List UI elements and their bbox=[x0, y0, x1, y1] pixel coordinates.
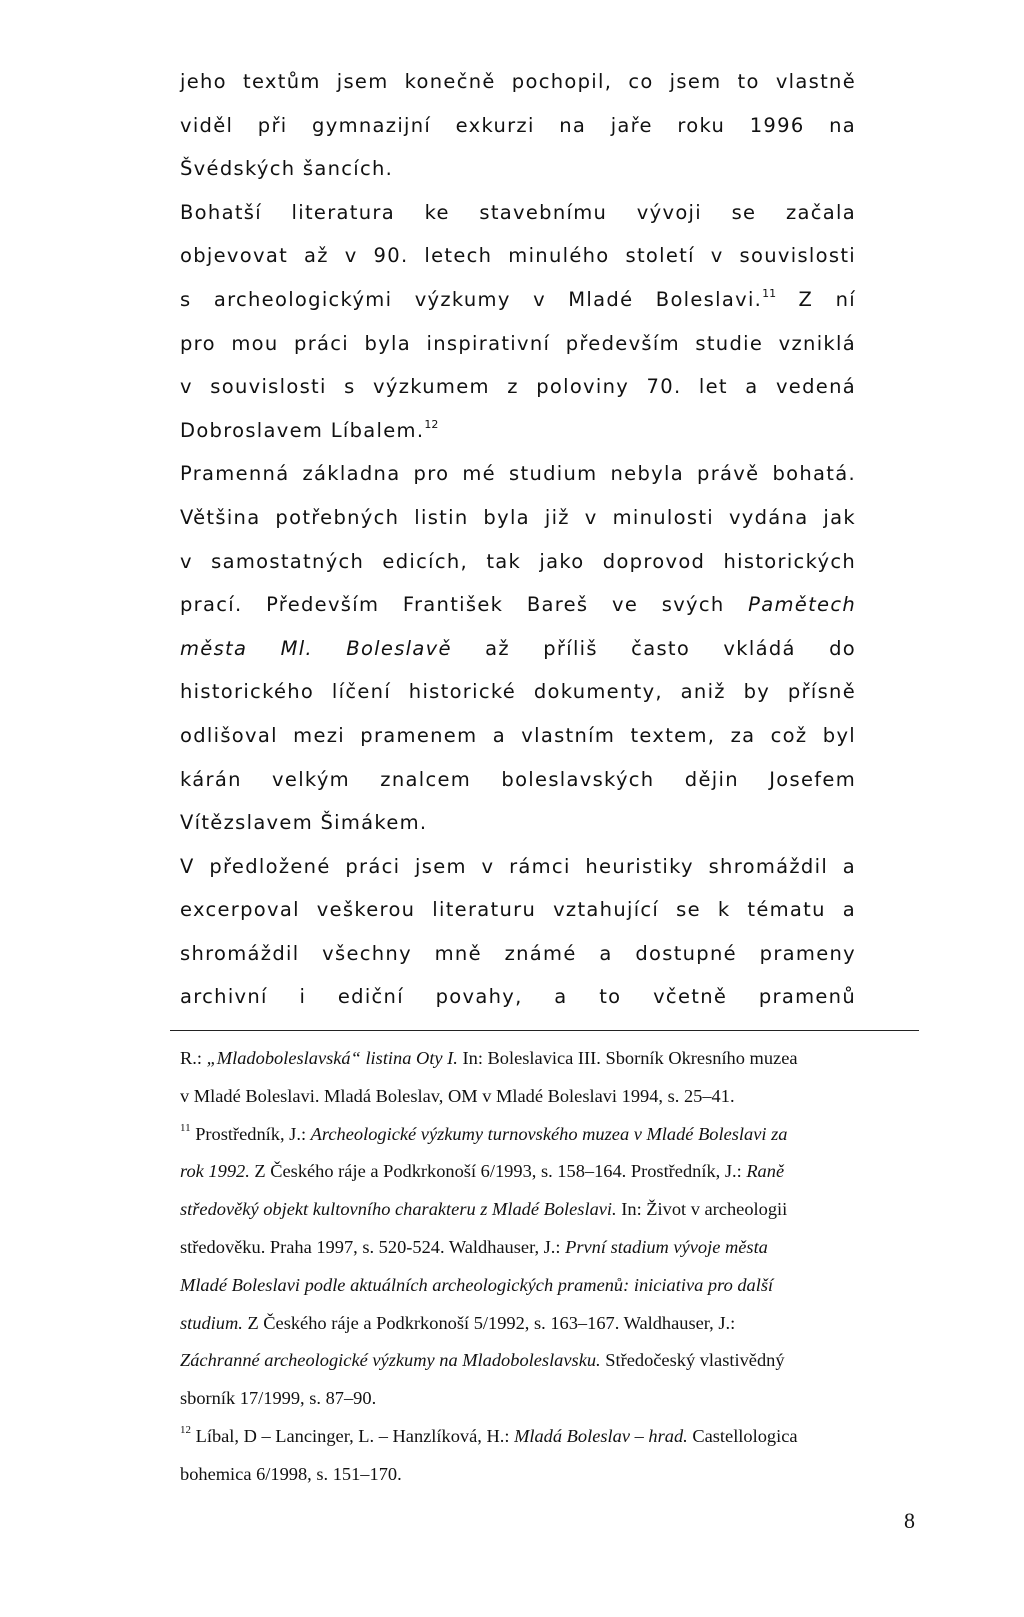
text-line bbox=[180, 147, 856, 191]
footnote-italic: „Mladoboleslavská“ listina Oty I. bbox=[206, 1048, 458, 1068]
text-span: viděl při gymnazijní exkurzi na jaře roku 1996 na bbox=[180, 113, 856, 137]
text-line bbox=[180, 627, 856, 671]
footnote-text: In: Život v archeologii bbox=[616, 1199, 788, 1220]
footnote-text: In: Boleslavica III. Sborník Okresního muzea bbox=[457, 1048, 798, 1068]
footnote-line bbox=[180, 1116, 907, 1154]
footnote-italic: První stadium vývoje města bbox=[565, 1236, 768, 1257]
text-line bbox=[180, 540, 856, 584]
footnote-line bbox=[180, 1267, 907, 1305]
text-line bbox=[180, 670, 856, 714]
text-span: v souvislosti s výzkumem z poloviny 70. let a vedená bbox=[180, 375, 856, 399]
footnote-text: bohemica 6/1998, s. 151–170. bbox=[180, 1463, 402, 1484]
text-span: objevovat až v 90. letech minulého století v souvislosti bbox=[180, 244, 856, 268]
footnote-line bbox=[180, 1380, 907, 1418]
text-line bbox=[180, 801, 856, 845]
text-span: kárán velkým znalcem boleslavských dějin Josefem bbox=[180, 767, 856, 791]
text-span: Švédských šancích. bbox=[180, 157, 394, 181]
text-line bbox=[180, 758, 856, 802]
footnote-italic: Archeologické výzkumy turnovského muzea v Mladé Boleslavi za bbox=[310, 1123, 788, 1144]
footnote-line bbox=[180, 1342, 907, 1380]
footnote-line bbox=[180, 1456, 907, 1494]
text-span: až příliš často vkládá do bbox=[451, 636, 856, 660]
footnote-text: středověku. Praha 1997, s. 520-524. Waldhauser, J.: bbox=[180, 1236, 566, 1257]
footnote-text: Z Českého ráje a Podkrkonoší 6/1993, s. 158–164. Prostředník, J.: bbox=[249, 1161, 747, 1182]
text-line bbox=[180, 60, 856, 104]
text-line bbox=[180, 409, 856, 453]
text-line bbox=[180, 496, 856, 540]
text-line bbox=[180, 975, 856, 1019]
footnote-line bbox=[180, 1418, 907, 1456]
footnote-line bbox=[180, 1191, 907, 1229]
text-span: archivní i ediční povahy, a to včetně pramenů bbox=[180, 985, 856, 1009]
text-line bbox=[180, 932, 856, 976]
footnote-text: sborník 17/1999, s. 87–90. bbox=[180, 1388, 377, 1409]
text-line bbox=[180, 104, 856, 148]
text-line bbox=[180, 365, 856, 409]
text-span: odlišoval mezi pramenem a vlastním textem, za což byl bbox=[180, 723, 856, 747]
text-span: v samostatných edicích, tak jako doprovod historických bbox=[180, 549, 856, 573]
page-number: 8 bbox=[904, 1508, 915, 1533]
footnote-text: Z Českého ráje a Podkrkonoší 5/1992, s. 163–167. Waldhauser, J.: bbox=[242, 1312, 736, 1333]
text-span: shromáždil všechny mně známé a dostupné prameny bbox=[180, 941, 856, 965]
italic-title: města Ml. Boleslavě bbox=[180, 636, 452, 660]
footnote-italic: Mladá Boleslav – hrad. bbox=[514, 1425, 688, 1446]
footnote-number: 11 bbox=[180, 1121, 191, 1134]
footnote-line bbox=[180, 1040, 907, 1078]
footnote-italic: Raně bbox=[746, 1161, 785, 1182]
italic-title: Pamětech bbox=[748, 593, 856, 617]
footnote-line bbox=[180, 1229, 907, 1267]
text-span: prací. Především František Bareš ve svých bbox=[180, 593, 749, 617]
text-line bbox=[180, 191, 856, 235]
footnote-ref-11[interactable]: 11 bbox=[762, 286, 777, 300]
footnote-text: R.: bbox=[180, 1048, 207, 1068]
footnote-italic: středověký objekt kultovního charakteru z Mladé Boleslavi. bbox=[180, 1199, 617, 1220]
text-span: Vítězslavem Šimákem. bbox=[180, 811, 428, 835]
text-span: s archeologickými výzkumy v Mladé Boleslavi. bbox=[180, 287, 763, 311]
text-line bbox=[180, 322, 856, 366]
footnote-text: v Mladé Boleslavi. Mladá Boleslav, OM v Mladé Boleslavi 1994, s. 25–41. bbox=[180, 1085, 735, 1106]
text-line bbox=[180, 845, 856, 889]
text-line bbox=[180, 234, 856, 278]
text-span: historického líčení historické dokumenty, aniž by přísně bbox=[180, 680, 856, 704]
footnote-text: Středočeský vlastivědný bbox=[600, 1350, 785, 1371]
text-span: jeho textům jsem konečně pochopil, co jsem to vlastně bbox=[180, 70, 856, 93]
footnote-text: Castellologica bbox=[687, 1425, 798, 1446]
text-span: Většina potřebných listin byla již v minulosti vydána jak bbox=[180, 505, 856, 529]
text-line bbox=[180, 714, 856, 758]
text-span: excerpoval veškerou literaturu vztahující se k tématu a bbox=[180, 898, 856, 922]
footnote-line bbox=[180, 1153, 907, 1191]
footnote-text: Prostředník, J.: bbox=[190, 1123, 311, 1144]
footnote-italic: Záchranné archeologické výzkumy na Mladoboleslavsku. bbox=[180, 1350, 601, 1371]
footnote-italic: rok 1992. bbox=[180, 1161, 250, 1182]
text-line bbox=[180, 888, 856, 932]
footnote-italic: studium. bbox=[180, 1312, 243, 1333]
text-span: pro mou práci byla inspirativní především studie vzniklá bbox=[180, 331, 856, 355]
text-line bbox=[180, 583, 856, 627]
footnote-separator bbox=[170, 1030, 919, 1031]
footnote-number: 12 bbox=[180, 1423, 191, 1436]
footnote-line bbox=[180, 1078, 907, 1116]
body-text bbox=[180, 60, 856, 1019]
text-span: Z ní bbox=[776, 287, 856, 311]
footnote-text: Líbal, D – Lancinger, L. – Hanzlíková, H.: bbox=[191, 1425, 515, 1446]
text-span: Pramenná základna pro mé studium nebyla právě bohatá. bbox=[180, 462, 856, 486]
text-span: Bohatší literatura ke stavebnímu vývoji se začala bbox=[180, 200, 856, 224]
text-line bbox=[180, 278, 856, 322]
text-span: V předložené práci jsem v rámci heuristiky shromáždil a bbox=[180, 854, 856, 878]
footnote-ref-12[interactable]: 12 bbox=[424, 417, 439, 431]
text-line bbox=[180, 452, 856, 496]
text-span: Dobroslavem Líbalem. bbox=[180, 418, 425, 442]
footnote-line bbox=[180, 1305, 907, 1343]
footnote-italic: Mladé Boleslavi podle aktuálních archeologických pramenů: iniciativa pro další bbox=[180, 1274, 774, 1295]
footnotes bbox=[180, 1040, 907, 1494]
